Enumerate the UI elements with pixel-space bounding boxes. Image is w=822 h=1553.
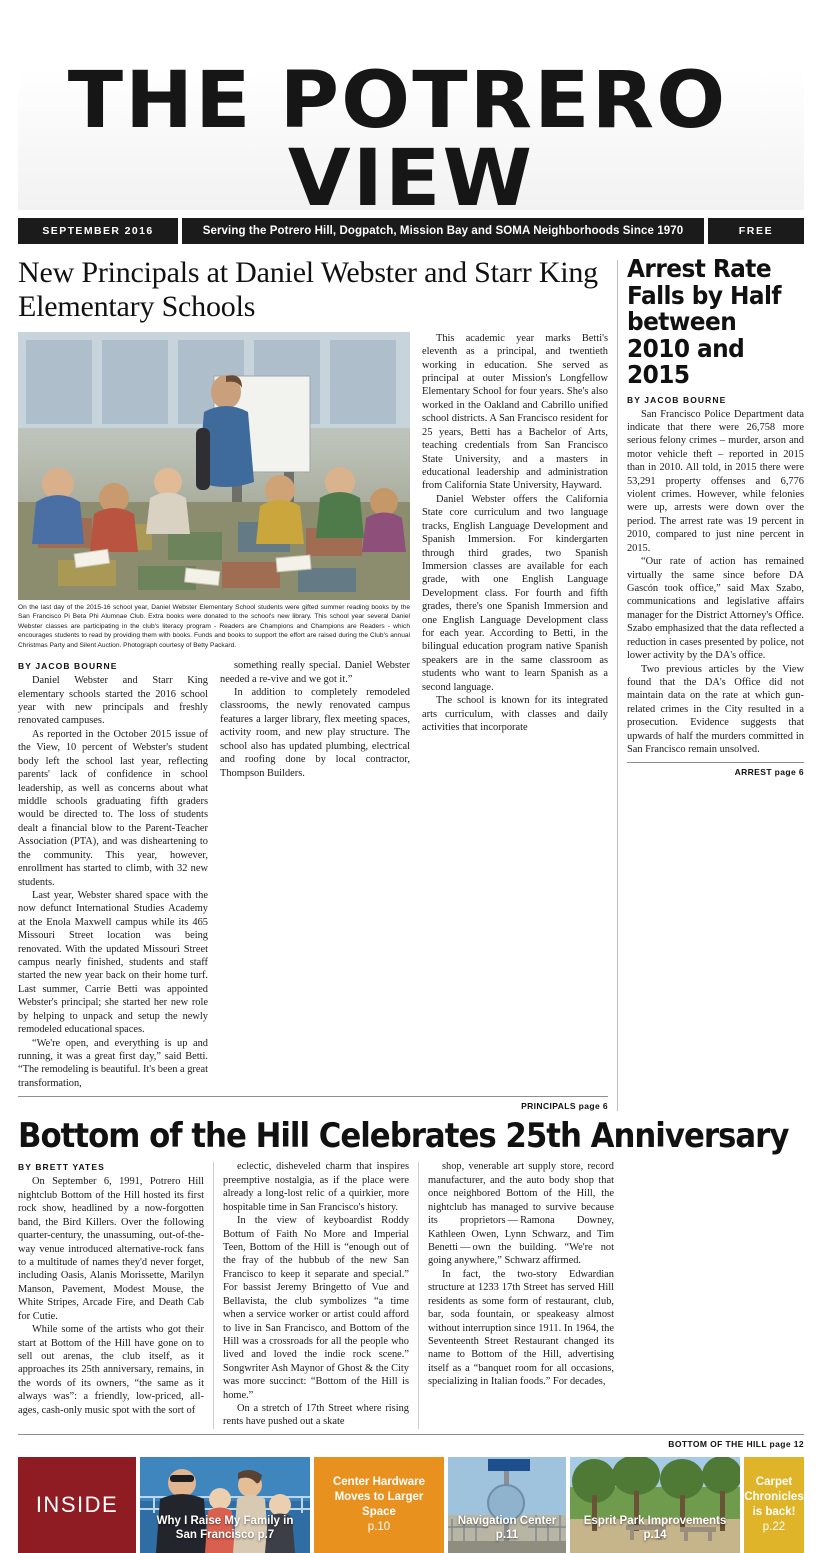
paragraph: The school is known for its integrated arts curriculum, with classes and daily activities that incorporate bbox=[422, 695, 608, 734]
paragraph: In fact, the two-story Edwardian structure at 1233 17th Street has served Hill residents as some form of restaurant, club, bar, soda fountain, or speakeasy almost without interruption since 1911. In 1964, the Seventeenth Street Restaurant changed its name to Bottom of the Hill, advertising itself as a “banquet room for all occasions, specializing in Italian foods.” For decades, bbox=[428, 1268, 614, 1388]
paragraph: Daniel Webster and Starr King elementary schools started the 2016 school year with new principals and freshly renovated campuses. bbox=[18, 675, 208, 727]
lead-story-columns-1-2 bbox=[18, 659, 410, 1090]
lead-story-photo-block bbox=[18, 332, 410, 650]
inside-item-esprit-park[interactable] bbox=[570, 1457, 740, 1553]
inside-strip bbox=[18, 1457, 804, 1553]
inside-item-caption: Esprit Park Improvements p.14 bbox=[583, 1515, 727, 1542]
lead-story-byline: BY JACOB BOURNE bbox=[18, 661, 118, 672]
inside-item-carpet-chronicles[interactable] bbox=[744, 1457, 804, 1553]
third-story bbox=[18, 1116, 804, 1449]
paragraph: On September 6, 1991, Potrero Hill nightclub Bottom of the Hill hosted its first rock show, headlined by a now-forgotten band, the Bird Killers. Over the following quarter-century, the unassuming, out-of-the-way venue introduced alternative-rock fans to a multitude of names they'd never forget, including Oasis, Alanis Morissette, Marilyn Manson, Pavement, Modest Mouse, the White Stripes, Arcade Fire, and Death Cab for Cutie. bbox=[18, 1176, 204, 1322]
column-divider bbox=[418, 1162, 419, 1428]
inside-item-navigation-center[interactable] bbox=[448, 1457, 566, 1553]
lead-story-jump[interactable]: PRINCIPALS page 6 bbox=[18, 1096, 608, 1111]
masthead-info-bar bbox=[18, 218, 804, 244]
masthead bbox=[18, 10, 804, 210]
second-story-headline: Arrest Rate Falls by Half between 2010 and 2015 bbox=[626, 254, 781, 389]
inside-item-page: p.22 bbox=[762, 1520, 786, 1533]
lead-story-headline: New Principals at Daniel Webster and Starr King Elementary Schools bbox=[18, 256, 598, 323]
lead-story-column-1 bbox=[18, 659, 208, 1090]
paragraph: On a stretch of 17th Street where rising rents have pushed out a skate bbox=[223, 1403, 409, 1428]
paragraph: eclectic, disheveled charm that inspires preemptive nostalgia, as if the place were already a long-lost relic of a quirkier, more hospitable time in San Francisco's history. bbox=[223, 1161, 409, 1213]
inside-label: INSIDE bbox=[18, 1457, 136, 1553]
price-badge: FREE bbox=[708, 218, 804, 244]
paragraph: While some of the artists who got their start at Bottom of the Hill have gone on to sell out arenas, the club itself, as it approaches its 25th anniversary, remains, in the words of its owners, “the same as it always was”: a friendly, low-priced, all-ages, cash-only music spot with the sort of bbox=[18, 1324, 204, 1416]
column-divider bbox=[617, 260, 618, 1111]
third-story-headline: Bottom of the Hill Celebrates 25th Anniversary bbox=[18, 1116, 789, 1156]
paragraph: In addition to completely remodeled classrooms, the newly renovated campus features a larger library, flex meeting spaces, activity room, and new play structure. The school also has updated plumbing, electrical and roofing done by local contractor, Thompson Builders. bbox=[220, 687, 410, 779]
inside-item-family[interactable] bbox=[140, 1457, 310, 1553]
top-section bbox=[18, 256, 804, 1111]
paragraph: San Francisco Police Department data indicate that there were 26,758 more serious felony crimes – murder, arson and motor vehicle theft – reported in 2015 than in 2010. All told, in 2015 there were 53,291 property offenses and 6,776 violent crimes. However, while felonies were up, arrests were down over the period. The arrest rate was 19 percent in 2010, compared to just nine percent in 2015. bbox=[626, 408, 804, 554]
third-story-column-1 bbox=[18, 1160, 204, 1428]
paragraph: As reported in the October 2015 issue of the View, 10 percent of Webster's student body left the school last year, reflecting parents' lack of confidence in school leadership, as well as concerns about what middle schools graduating fifth graders would be directed to. The loss of students dealt a financial blow to the Parent-Teacher Association (PTA), and was disheartening to the community. This year, however, enrollment has started to climb, with 32 new students. bbox=[18, 728, 208, 888]
classroom-photo-art bbox=[18, 332, 410, 600]
paragraph: shop, venerable art supply store, record manufacturer, and the auto body shop that once neighbored Bottom of the Hill, the nightclub has managed to survive because its proprietors — Ramona Downey, Kathleen Owen, Lynn Schwarz, and Tim Benetti — own the building. “We're not going anywhere,” Schwarz affirmed. bbox=[428, 1161, 614, 1267]
issue-date: SEPTEMBER 2016 bbox=[18, 218, 178, 244]
lead-story-column-2 bbox=[220, 659, 410, 1090]
third-story-jump[interactable]: BOTTOM OF THE HILL page 12 bbox=[18, 1434, 804, 1449]
masthead-title-the: THE bbox=[67, 56, 253, 146]
third-story-columns bbox=[18, 1160, 804, 1428]
inside-item-page: p.10 bbox=[367, 1520, 391, 1533]
inside-item-center-hardware[interactable] bbox=[314, 1457, 444, 1553]
paragraph: In the view of keyboardist Roddy Bottum of Faith No More and Imperial Teen, Bottom of the Hill is “enough out of the fray of the hubbub of the new San Francisco to keep it separate and special.” For bassist Jeremy Bringetto of Vue and Bellavista, the club symbolizes “a time when a service worker or artist could afford to live in San Francisco, and Bottom of the Hill was a crossroads for all the people who lived and loved the indie rock scene.” Songwriter Ash Maynor of Ghost & the City was more succinct: “Bottom of the Hill is home.” bbox=[223, 1215, 409, 1401]
lead-story bbox=[18, 256, 608, 1111]
paragraph: “We're open, and everything is up and running, it was a great first day,” said Betti. “The remodeling is beautiful. It's been a great transformation, bbox=[18, 1037, 208, 1089]
third-story-column-2 bbox=[223, 1160, 409, 1428]
inside-item-caption: Center Hardware Moves to Larger Space bbox=[332, 1476, 426, 1518]
photo-caption: On the last day of the 2015-16 school year, Daniel Webster Elementary School students were gifted summer reading books by the San Francisco Pi Beta Phi Alumnae Club. Extra books were donated to the school's new library. This school year several Daniel Webster classes are participating in the club's literacy program - Readers are Champions and Champions are Readers - which encourages students to read by providing them with books. Funds and books to support the effort are raised during the Club's annual Christmas Party and Silent Auction. Photograph courtesy of Betty Packard. bbox=[18, 603, 410, 649]
masthead-title-potrero: POTRERO bbox=[279, 56, 728, 146]
paragraph: Daniel Webster offers the California State core curriculum and two language tracks, English Language Development and Spanish Immersion. For kindergarten through third grades, two Spanish Immersion classes are available for each grade, with one English Language Development class. For fourth and fifth grades, there's one Spanish Immersion and one English Language Development class for each year. According to Betti, in the bilingual education program native Spanish speakers are in the same classroom as students who want to learn Spanish as a second language. bbox=[422, 493, 608, 693]
tagline: Serving the Potrero Hill, Dogpatch, Mission Bay and SOMA Neighborhoods Since 1970 bbox=[182, 218, 704, 244]
third-story-column-3 bbox=[428, 1160, 614, 1428]
inside-item-caption: Why I Raise My Family in San Francisco p.7 bbox=[156, 1515, 294, 1542]
second-story-jump[interactable]: ARREST page 6 bbox=[627, 762, 804, 777]
paragraph: something really special. Daniel Webster needed a re-vive and we got it.” bbox=[220, 660, 410, 685]
paragraph: Last year, Webster shared space with the now defunct International Studies Academy at the Enola Maxwell campus while its 465 Missouri Street location was being renovated. With the updated Missouri Street campus nearly finished, students and staff started the new year back on their home turf. Last summer, Carrie Betti was appointed Webster's principal; she started her new role by helping to unpack and setup the newly remodeled educational spaces. bbox=[18, 889, 208, 1036]
inside-item-caption: Navigation Center p.11 bbox=[457, 1515, 557, 1542]
third-story-byline: BY BRETT YATES bbox=[18, 1162, 105, 1173]
masthead-title-view: VIEW bbox=[287, 134, 535, 210]
paragraph: Two previous articles by the View found that the DA's Office did not maintain data on the rate at which gun-related crimes in the City resulted in a prosecution. Evidence suggests that upwards of half the murders committed in San Francisco remain unsolved. bbox=[626, 663, 804, 756]
second-story-byline: BY JACOB BOURNE bbox=[626, 394, 727, 405]
column-divider bbox=[213, 1162, 214, 1428]
paragraph: “Our rate of action has remained virtually the same since before DA Gascón took office,” said Max Szabo, communications and legislative affairs manager for the District Attorney's Office. Szabo emphasized that the data reflected a reduction in cases presented by police, not lower activity by the DA's office. bbox=[626, 556, 804, 662]
second-story bbox=[627, 256, 804, 1111]
inside-item-caption: Carpet Chronicles is back! bbox=[744, 1476, 804, 1518]
masthead-title bbox=[18, 56, 804, 210]
paragraph: This academic year marks Betti's eleventh as a principal, and twentieth working in education. She served as principal at outer Mission's Longfellow Elementary School for four years. She's also worked in the Oakland and Cabrillo unified school districts. A San Francisco resident for 25 years, Betti has a Bachelor of Arts, teaching credentials from San Francisco State University, and a masters in educational leadership and administration from California State University, Hayward. bbox=[422, 332, 608, 492]
lead-story-column-3 bbox=[422, 332, 608, 1091]
classroom-photo bbox=[18, 332, 410, 600]
